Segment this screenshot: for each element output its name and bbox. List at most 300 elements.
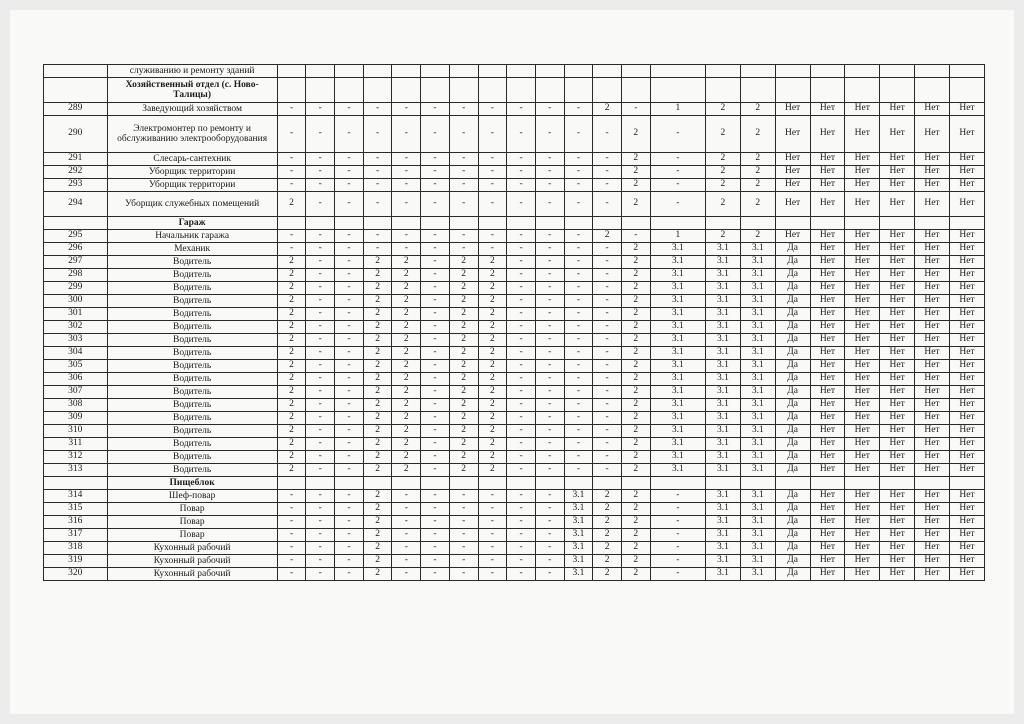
table-cell: Да bbox=[775, 490, 810, 503]
table-cell: Нет bbox=[949, 412, 984, 425]
table-cell: - bbox=[564, 334, 593, 347]
table-cell: - bbox=[392, 230, 421, 243]
table-cell: 2 bbox=[621, 166, 650, 179]
table-cell: - bbox=[650, 568, 705, 581]
table-cell bbox=[621, 78, 650, 103]
table-cell: Да bbox=[775, 269, 810, 282]
table-cell: 3.1 bbox=[705, 347, 740, 360]
table-cell: Нет bbox=[915, 503, 950, 516]
table-cell: - bbox=[478, 179, 507, 192]
table-cell: Нет bbox=[880, 308, 915, 321]
table-cell: Нет bbox=[810, 360, 845, 373]
table-cell: Нет bbox=[949, 542, 984, 555]
table-cell: - bbox=[363, 243, 392, 256]
table-cell: 2 bbox=[392, 438, 421, 451]
table-cell bbox=[775, 78, 810, 103]
table-cell: - bbox=[449, 542, 478, 555]
table-cell: 2 bbox=[593, 555, 622, 568]
table-cell: - bbox=[335, 412, 364, 425]
table-row bbox=[44, 295, 985, 308]
table-row bbox=[44, 373, 985, 386]
table-cell: 2 bbox=[593, 568, 622, 581]
table-cell: 3.1 bbox=[705, 516, 740, 529]
row-number: 305 bbox=[44, 360, 108, 373]
table-cell: 2 bbox=[363, 399, 392, 412]
table-cell: - bbox=[306, 308, 335, 321]
table-cell: Нет bbox=[949, 282, 984, 295]
table-cell: - bbox=[277, 568, 306, 581]
table-cell: - bbox=[564, 166, 593, 179]
table-cell: - bbox=[535, 269, 564, 282]
table-cell: - bbox=[277, 529, 306, 542]
table-row bbox=[44, 243, 985, 256]
table-cell: Нет bbox=[949, 438, 984, 451]
table-cell: 3.1 bbox=[740, 464, 775, 477]
table-cell: 3.1 bbox=[740, 542, 775, 555]
table-cell: - bbox=[392, 166, 421, 179]
table-cell: - bbox=[306, 295, 335, 308]
row-number: 311 bbox=[44, 438, 108, 451]
table-cell: 2 bbox=[621, 192, 650, 217]
table-cell: Нет bbox=[880, 386, 915, 399]
table-cell: Нет bbox=[845, 116, 880, 153]
table-cell: - bbox=[564, 116, 593, 153]
table-cell: Нет bbox=[880, 555, 915, 568]
table-cell: 3.1 bbox=[650, 334, 705, 347]
table-cell: 2 bbox=[621, 256, 650, 269]
table-cell bbox=[392, 477, 421, 490]
table-cell: Нет bbox=[845, 243, 880, 256]
table-cell: Нет bbox=[810, 321, 845, 334]
table-cell: - bbox=[335, 451, 364, 464]
table-cell: 2 bbox=[478, 464, 507, 477]
table-cell: - bbox=[593, 334, 622, 347]
table-cell: Да bbox=[775, 282, 810, 295]
table-cell: Нет bbox=[810, 412, 845, 425]
table-cell: Нет bbox=[949, 568, 984, 581]
table-cell bbox=[740, 65, 775, 78]
table-cell: Да bbox=[775, 347, 810, 360]
table-cell bbox=[421, 78, 450, 103]
table-cell: 2 bbox=[621, 386, 650, 399]
position-name: Заведующий хозяйством bbox=[107, 103, 277, 116]
position-name: Водитель bbox=[107, 464, 277, 477]
table-row bbox=[44, 451, 985, 464]
position-name: Водитель bbox=[107, 347, 277, 360]
row-number: 313 bbox=[44, 464, 108, 477]
table-cell bbox=[621, 65, 650, 78]
table-cell: 3.1 bbox=[705, 412, 740, 425]
table-cell: Нет bbox=[845, 103, 880, 116]
table-cell: Да bbox=[775, 308, 810, 321]
table-cell: Нет bbox=[880, 399, 915, 412]
table-cell bbox=[277, 78, 306, 103]
row-number: 296 bbox=[44, 243, 108, 256]
table-cell: - bbox=[335, 103, 364, 116]
table-cell: - bbox=[507, 386, 536, 399]
table-cell: 2 bbox=[392, 295, 421, 308]
table-cell: 2 bbox=[363, 516, 392, 529]
table-cell: - bbox=[306, 399, 335, 412]
table-cell bbox=[915, 65, 950, 78]
table-cell: 2 bbox=[392, 334, 421, 347]
table-cell bbox=[650, 78, 705, 103]
table-cell: - bbox=[335, 282, 364, 295]
table-cell: Нет bbox=[880, 438, 915, 451]
table-cell: - bbox=[306, 438, 335, 451]
table-cell: 3.1 bbox=[705, 425, 740, 438]
table-cell: - bbox=[421, 438, 450, 451]
table-cell: 2 bbox=[449, 438, 478, 451]
table-cell bbox=[845, 78, 880, 103]
table-cell bbox=[392, 78, 421, 103]
table-cell: - bbox=[478, 503, 507, 516]
table-cell: - bbox=[564, 425, 593, 438]
table-cell bbox=[915, 78, 950, 103]
table-row bbox=[44, 542, 985, 555]
table-cell: - bbox=[507, 295, 536, 308]
table-cell: 3.1 bbox=[705, 464, 740, 477]
table-cell: Нет bbox=[880, 179, 915, 192]
table-cell: Нет bbox=[845, 503, 880, 516]
table-cell: 2 bbox=[449, 308, 478, 321]
table-cell: Нет bbox=[880, 116, 915, 153]
table-cell: Нет bbox=[880, 464, 915, 477]
table-cell: Нет bbox=[880, 516, 915, 529]
table-cell: 3.1 bbox=[740, 269, 775, 282]
table-cell bbox=[740, 477, 775, 490]
table-cell bbox=[535, 477, 564, 490]
table-cell: 2 bbox=[621, 295, 650, 308]
table-cell: Нет bbox=[949, 490, 984, 503]
table-cell: 3.1 bbox=[650, 295, 705, 308]
row-number bbox=[44, 477, 108, 490]
table-cell: - bbox=[650, 555, 705, 568]
section-title: Пищеблок bbox=[107, 477, 277, 490]
document-page bbox=[10, 10, 1014, 714]
table-cell: - bbox=[564, 438, 593, 451]
table-cell: - bbox=[392, 568, 421, 581]
table-cell: - bbox=[421, 425, 450, 438]
table-cell: - bbox=[306, 243, 335, 256]
table-cell: - bbox=[593, 451, 622, 464]
table-cell: 2 bbox=[449, 399, 478, 412]
table-cell bbox=[564, 78, 593, 103]
table-cell: 2 bbox=[478, 334, 507, 347]
table-cell: Нет bbox=[845, 360, 880, 373]
table-cell: 2 bbox=[449, 464, 478, 477]
table-cell: - bbox=[306, 116, 335, 153]
table-cell: 3.1 bbox=[705, 282, 740, 295]
table-cell: - bbox=[535, 360, 564, 373]
table-cell: 2 bbox=[593, 542, 622, 555]
table-cell: - bbox=[277, 490, 306, 503]
table-cell: 2 bbox=[392, 308, 421, 321]
table-cell: - bbox=[507, 308, 536, 321]
table-cell: - bbox=[306, 490, 335, 503]
table-cell: Нет bbox=[810, 269, 845, 282]
table-cell: - bbox=[335, 360, 364, 373]
table-cell: Да bbox=[775, 464, 810, 477]
table-cell: Нет bbox=[949, 192, 984, 217]
table-cell: - bbox=[449, 555, 478, 568]
table-cell: - bbox=[593, 256, 622, 269]
table-cell: 3.1 bbox=[740, 425, 775, 438]
table-cell: - bbox=[306, 360, 335, 373]
table-cell bbox=[507, 65, 536, 78]
table-cell bbox=[421, 65, 450, 78]
table-cell: - bbox=[593, 282, 622, 295]
table-cell: Нет bbox=[915, 103, 950, 116]
table-cell: Нет bbox=[915, 464, 950, 477]
table-cell: Нет bbox=[845, 321, 880, 334]
table-cell: Нет bbox=[949, 399, 984, 412]
table-cell bbox=[306, 78, 335, 103]
table-cell bbox=[449, 65, 478, 78]
table-cell: - bbox=[335, 555, 364, 568]
table-cell: - bbox=[449, 529, 478, 542]
table-cell bbox=[449, 477, 478, 490]
table-cell: Нет bbox=[915, 360, 950, 373]
table-cell: Нет bbox=[915, 230, 950, 243]
table-cell: 2 bbox=[621, 425, 650, 438]
table-cell: - bbox=[421, 412, 450, 425]
table-cell: 2 bbox=[478, 282, 507, 295]
table-cell: - bbox=[277, 555, 306, 568]
table-cell: Нет bbox=[810, 334, 845, 347]
table-cell: Да bbox=[775, 542, 810, 555]
table-cell bbox=[621, 477, 650, 490]
row-number: 306 bbox=[44, 373, 108, 386]
table-cell: 3.1 bbox=[705, 438, 740, 451]
table-cell: - bbox=[535, 166, 564, 179]
table-cell: - bbox=[564, 295, 593, 308]
table-cell: 3.1 bbox=[650, 256, 705, 269]
table-cell: - bbox=[392, 555, 421, 568]
table-cell: Нет bbox=[775, 230, 810, 243]
table-cell: Нет bbox=[949, 529, 984, 542]
row-number: 312 bbox=[44, 451, 108, 464]
table-cell: 2 bbox=[478, 269, 507, 282]
table-cell: Нет bbox=[845, 386, 880, 399]
table-cell: - bbox=[421, 529, 450, 542]
table-row bbox=[44, 334, 985, 347]
table-cell: Нет bbox=[880, 451, 915, 464]
row-number: 290 bbox=[44, 116, 108, 153]
table-cell: Да bbox=[775, 555, 810, 568]
table-cell: Нет bbox=[949, 451, 984, 464]
table-cell: - bbox=[335, 256, 364, 269]
table-cell: 3.1 bbox=[650, 451, 705, 464]
section-row bbox=[44, 78, 985, 103]
section-title: Хозяйственный отдел (с. Ново-Талицы) bbox=[107, 78, 277, 103]
table-cell: 2 bbox=[363, 529, 392, 542]
table-cell: Нет bbox=[949, 373, 984, 386]
table-cell: 2 bbox=[277, 451, 306, 464]
table-cell: - bbox=[335, 295, 364, 308]
table-cell: - bbox=[421, 568, 450, 581]
table-cell: Нет bbox=[775, 103, 810, 116]
table-cell: Нет bbox=[810, 399, 845, 412]
table-row bbox=[44, 103, 985, 116]
table-cell: - bbox=[335, 179, 364, 192]
table-cell: 2 bbox=[363, 321, 392, 334]
table-cell: 2 bbox=[705, 230, 740, 243]
table-cell: 2 bbox=[621, 464, 650, 477]
table-cell: Нет bbox=[810, 282, 845, 295]
table-cell bbox=[915, 217, 950, 230]
table-cell: Нет bbox=[949, 360, 984, 373]
table-cell: - bbox=[650, 179, 705, 192]
row-number: 314 bbox=[44, 490, 108, 503]
table-cell: 2 bbox=[277, 334, 306, 347]
table-cell: 2 bbox=[478, 360, 507, 373]
table-cell: - bbox=[650, 542, 705, 555]
table-cell: - bbox=[421, 399, 450, 412]
table-cell: Нет bbox=[880, 529, 915, 542]
table-cell: 2 bbox=[621, 243, 650, 256]
table-cell bbox=[705, 78, 740, 103]
table-cell: - bbox=[650, 490, 705, 503]
table-cell: 2 bbox=[705, 116, 740, 153]
table-cell: 2 bbox=[478, 451, 507, 464]
table-cell: Нет bbox=[845, 269, 880, 282]
table-cell: - bbox=[564, 103, 593, 116]
table-cell: 2 bbox=[478, 373, 507, 386]
table-cell bbox=[363, 65, 392, 78]
table-cell: - bbox=[593, 464, 622, 477]
table-cell: - bbox=[421, 555, 450, 568]
table-cell: Да bbox=[775, 321, 810, 334]
table-cell bbox=[306, 217, 335, 230]
table-cell: 2 bbox=[392, 425, 421, 438]
table-cell: - bbox=[335, 529, 364, 542]
table-cell: - bbox=[392, 192, 421, 217]
table-cell: - bbox=[535, 399, 564, 412]
table-row bbox=[44, 568, 985, 581]
table-cell: - bbox=[392, 243, 421, 256]
table-cell: Да bbox=[775, 256, 810, 269]
table-cell: 2 bbox=[449, 425, 478, 438]
table-cell: 2 bbox=[392, 347, 421, 360]
table-cell: - bbox=[535, 542, 564, 555]
table-cell: 2 bbox=[363, 425, 392, 438]
table-cell: 2 bbox=[277, 256, 306, 269]
table-cell: - bbox=[564, 282, 593, 295]
table-cell: - bbox=[449, 243, 478, 256]
table-cell: - bbox=[535, 230, 564, 243]
table-cell: - bbox=[650, 192, 705, 217]
table-cell: - bbox=[621, 103, 650, 116]
row-number: 307 bbox=[44, 386, 108, 399]
table-cell: - bbox=[507, 116, 536, 153]
table-cell bbox=[845, 477, 880, 490]
table-cell: 2 bbox=[478, 295, 507, 308]
table-cell bbox=[915, 477, 950, 490]
table-cell: Нет bbox=[915, 451, 950, 464]
table-cell: - bbox=[507, 516, 536, 529]
table-cell: - bbox=[564, 308, 593, 321]
table-cell bbox=[810, 65, 845, 78]
table-cell: - bbox=[535, 347, 564, 360]
table-cell: - bbox=[335, 334, 364, 347]
table-cell: - bbox=[306, 321, 335, 334]
table-cell: 2 bbox=[277, 282, 306, 295]
position-name: Повар bbox=[107, 516, 277, 529]
table-cell: 2 bbox=[277, 464, 306, 477]
table-cell: - bbox=[421, 464, 450, 477]
table-cell: - bbox=[335, 269, 364, 282]
table-cell: - bbox=[593, 153, 622, 166]
table-cell: - bbox=[535, 334, 564, 347]
table-cell: 3.1 bbox=[740, 373, 775, 386]
table-cell bbox=[478, 78, 507, 103]
table-cell: - bbox=[363, 153, 392, 166]
table-cell: 2 bbox=[621, 116, 650, 153]
table-cell: 3.1 bbox=[740, 568, 775, 581]
position-name: Водитель bbox=[107, 321, 277, 334]
table-cell: - bbox=[593, 399, 622, 412]
table-cell: - bbox=[449, 153, 478, 166]
table-cell: - bbox=[507, 451, 536, 464]
table-cell bbox=[650, 65, 705, 78]
table-cell: 2 bbox=[392, 386, 421, 399]
table-cell: - bbox=[507, 555, 536, 568]
table-cell: 2 bbox=[363, 347, 392, 360]
row-number: 308 bbox=[44, 399, 108, 412]
table-cell bbox=[650, 477, 705, 490]
table-cell: 2 bbox=[392, 464, 421, 477]
table-cell: - bbox=[335, 373, 364, 386]
table-cell: - bbox=[535, 516, 564, 529]
table-cell: - bbox=[564, 360, 593, 373]
table-cell: 3.1 bbox=[650, 386, 705, 399]
table-cell: - bbox=[306, 153, 335, 166]
table-cell: - bbox=[449, 503, 478, 516]
table-cell: - bbox=[535, 386, 564, 399]
position-name: Водитель bbox=[107, 256, 277, 269]
table-cell: 2 bbox=[593, 490, 622, 503]
table-cell: Нет bbox=[915, 412, 950, 425]
table-cell: 2 bbox=[478, 308, 507, 321]
table-cell: - bbox=[449, 166, 478, 179]
table-cell: 2 bbox=[478, 386, 507, 399]
position-name: Водитель bbox=[107, 295, 277, 308]
table-cell: Нет bbox=[775, 116, 810, 153]
table-cell bbox=[449, 78, 478, 103]
table-cell: Нет bbox=[845, 373, 880, 386]
table-cell: - bbox=[535, 153, 564, 166]
table-cell: Нет bbox=[880, 282, 915, 295]
table-cell: Нет bbox=[845, 230, 880, 243]
table-cell: Нет bbox=[810, 153, 845, 166]
table-cell: 3.1 bbox=[740, 555, 775, 568]
section-row bbox=[44, 477, 985, 490]
table-cell: - bbox=[507, 347, 536, 360]
table-cell: - bbox=[535, 295, 564, 308]
table-cell: 3.1 bbox=[564, 555, 593, 568]
table-cell: 2 bbox=[740, 153, 775, 166]
table-cell bbox=[421, 217, 450, 230]
table-cell: Нет bbox=[915, 516, 950, 529]
row-number: 289 bbox=[44, 103, 108, 116]
table-cell: - bbox=[507, 425, 536, 438]
table-cell: - bbox=[335, 192, 364, 217]
table-cell: Нет bbox=[949, 179, 984, 192]
table-cell: - bbox=[392, 490, 421, 503]
table-cell: Нет bbox=[810, 347, 845, 360]
table-cell: - bbox=[507, 282, 536, 295]
